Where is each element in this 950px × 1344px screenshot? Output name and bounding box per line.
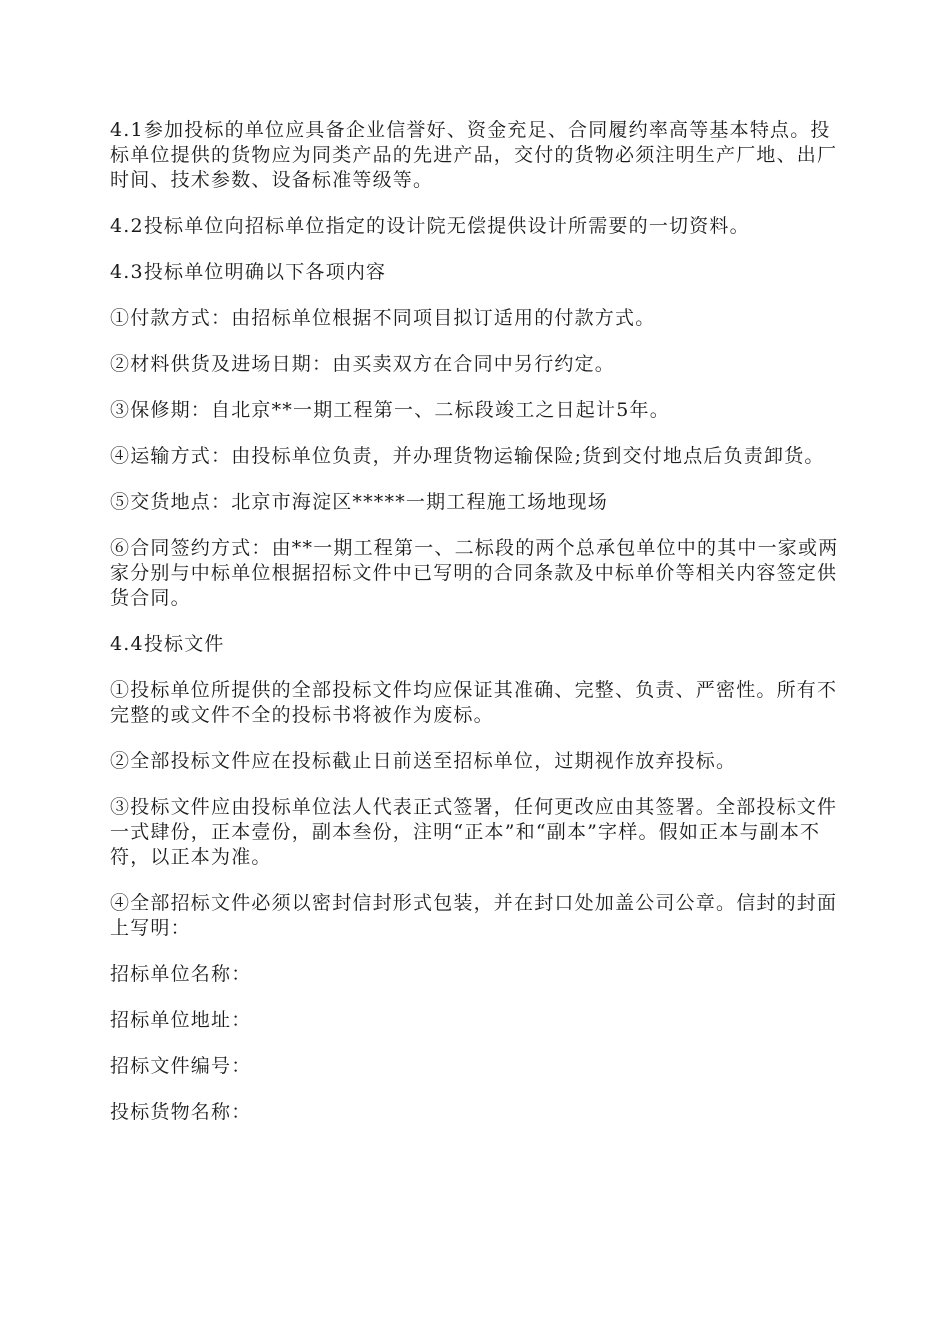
- item-supply-date: ②材料供货及进场日期：由买卖双方在合同中另行约定。: [110, 353, 616, 375]
- item-transport: ④运输方式：由投标单位负责，并办理货物运输保险;货到交付地点后负责卸货。: [110, 445, 825, 467]
- item-warranty: ③保修期：自北京**一期工程第一、二标段竣工之日起计5年。: [110, 399, 670, 421]
- bid-doc-item-3: ③投标文件应由投标单位法人代表正式签署，任何更改应由其签署。全部投标文件一式肆份，正本壹份，副本叁份，注明“正本”和“副本”字样。假如正本与副本不符，以正本为准。: [110, 796, 838, 868]
- envelope-field-tenderer-address: 招标单位地址：: [110, 1009, 252, 1031]
- item-delivery-location: ⑤交货地点：北京市海淀区*****一期工程施工场地现场: [110, 491, 608, 513]
- envelope-field-goods-name: 投标货物名称：: [110, 1101, 252, 1123]
- clause-4-1: 4.1参加投标的单位应具备企业信誉好、资金充足、合同履约率高等基本特点。投标单位提供的货物应为同类产品的先进产品，交付的货物必须注明生产厂地、出厂时间、技术参数、设备标准等级等。: [110, 119, 838, 191]
- clause-4-4-heading: 4.4投标文件: [110, 633, 225, 655]
- item-payment-method: ①付款方式：由招标单位根据不同项目拟订适用的付款方式。: [110, 307, 656, 329]
- envelope-field-tender-number: 招标文件编号：: [110, 1055, 252, 1077]
- document-page: [110, 118, 845, 1146]
- envelope-field-tenderer-name: 招标单位名称：: [110, 963, 252, 985]
- bid-doc-item-1: ①投标单位所提供的全部投标文件均应保证其准确、完整、负责、严密性。所有不完整的或文件不全的投标书将被作为废标。: [110, 679, 838, 726]
- clause-4-3-heading: 4.3投标单位明确以下各项内容: [110, 261, 387, 283]
- clause-4-2: 4.2投标单位向招标单位指定的设计院无偿提供设计所需要的一切资料。: [110, 215, 750, 237]
- bid-doc-item-4: ④全部招标文件必须以密封信封形式包装，并在封口处加盖公司公章。信封的封面上写明：: [110, 892, 838, 939]
- item-contract-signing: ⑥合同签约方式：由**一期工程第一、二标段的两个总承包单位中的其中一家或两家分别与中标单位根据招标文件中已写明的合同条款及中标单价等相关内容签定供货合同。: [110, 537, 839, 609]
- bid-doc-item-2: ②全部投标文件应在投标截止日前送至招标单位，过期视作放弃投标。: [110, 750, 737, 772]
